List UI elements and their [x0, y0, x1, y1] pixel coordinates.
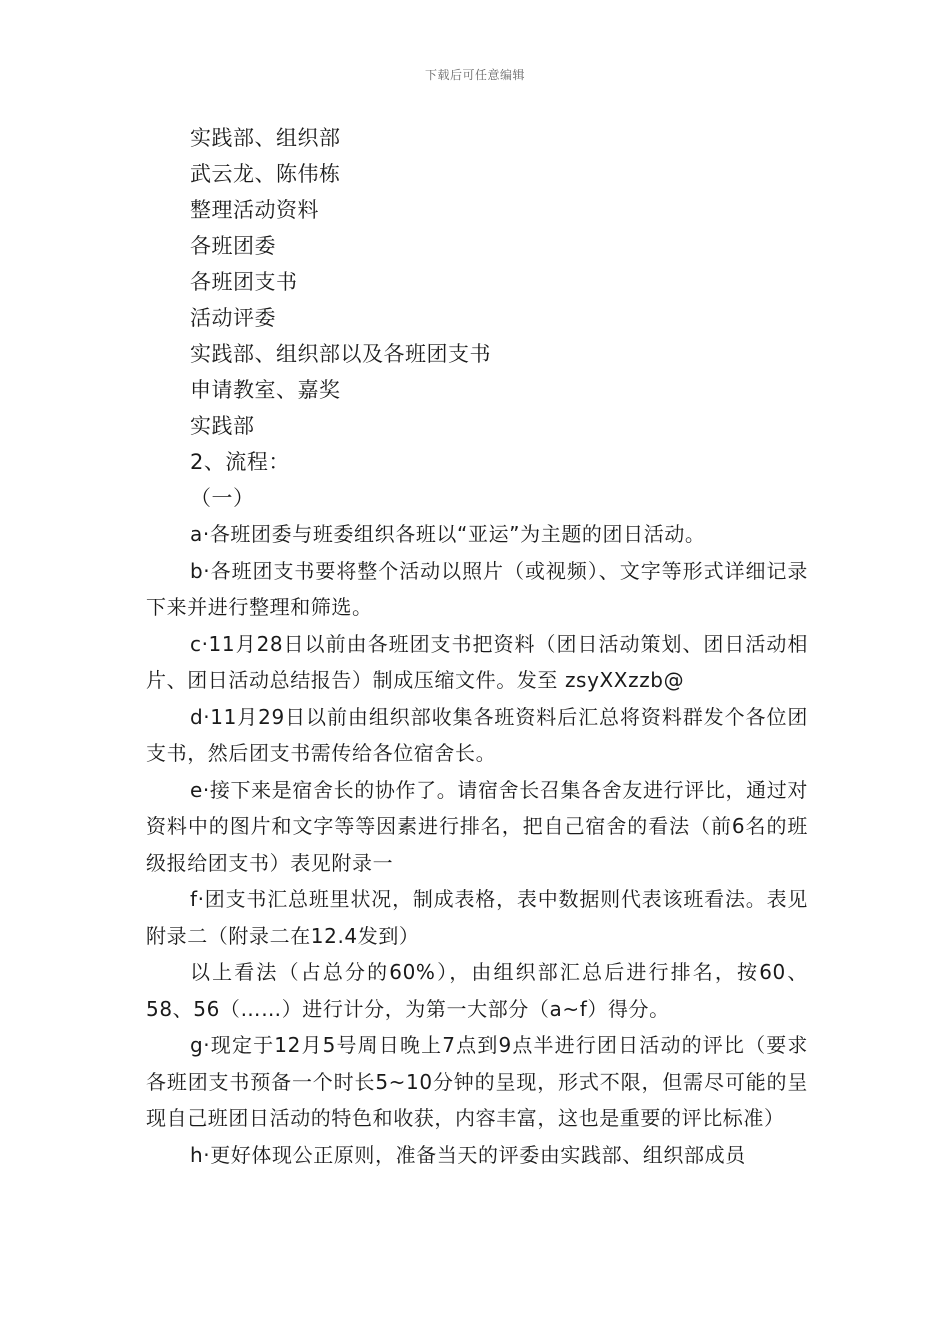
- paragraph-score-note: 以上看法（占总分的60%），由组织部汇总后进行排名，按60、58、56（……）进行计分，为第一大部分（a~f）得分。: [146, 960, 808, 1021]
- paragraph-f: f·团支书汇总班里状况，制成表格，表中数据则代表该班看法。表见附录二（附录二在12.4发到）: [146, 887, 808, 948]
- process-body: [146, 516, 808, 1173]
- paragraph-a: a·各班团委与班委组织各班以“亚运”为主题的团日活动。: [190, 522, 706, 546]
- page-header: 下载后可任意编辑: [424, 68, 525, 82]
- role-line-4: 各班团委: [190, 234, 276, 258]
- role-line-8: 申请教室、嘉奖: [190, 378, 341, 402]
- role-line-6: 活动评委: [190, 306, 276, 330]
- process-subheading: （一）: [190, 486, 255, 510]
- role-line-2: 武云龙、陈伟栋: [190, 162, 341, 186]
- role-list: [190, 120, 491, 516]
- role-line-9: 实践部: [190, 414, 255, 438]
- paragraph-e: e·接下来是宿舍长的协作了。请宿舍长召集各舍友进行评比，通过对资料中的图片和文字等等因素进行排名，把自己宿舍的看法（前6名的班级报给团支书）表见附录一: [146, 777, 808, 875]
- process-heading: 2、流程：: [190, 450, 290, 474]
- paragraph-h: h·更好体现公正原则，准备当天的评委由实践部、组织部成员: [190, 1142, 746, 1167]
- paragraph-g: g·现定于12月5号周日晚上7点到9点半进行团日活动的评比（要求各班团支书预备一个时长5~10分钟的呈现，形式不限，但需尽可能的呈现自己班团日活动的特色和收获，内容丰富，这也是重要的评比标准）: [146, 1033, 808, 1130]
- paragraph-b: b·各班团支书要将整个活动以照片（或视频）、文字等形式详细记录下来并进行整理和筛选。: [146, 558, 808, 619]
- role-line-5: 各班团支书: [190, 270, 298, 294]
- paragraph-d: d·11月29日以前由组织部收集各班资料后汇总将资料群发个各位团支书，然后团支书需传给各位宿舍长。: [146, 704, 808, 765]
- role-line-1: 实践部、组织部: [190, 126, 341, 150]
- paragraph-c: c·11月28日以前由各班团支书把资料（团日活动策划、团日活动相片、团日活动总结报告）制成压缩文件。发至 zsyXXzzb@: [146, 631, 808, 692]
- role-line-3: 整理活动资料: [190, 198, 319, 222]
- role-line-7: 实践部、组织部以及各班团支书: [190, 342, 491, 366]
